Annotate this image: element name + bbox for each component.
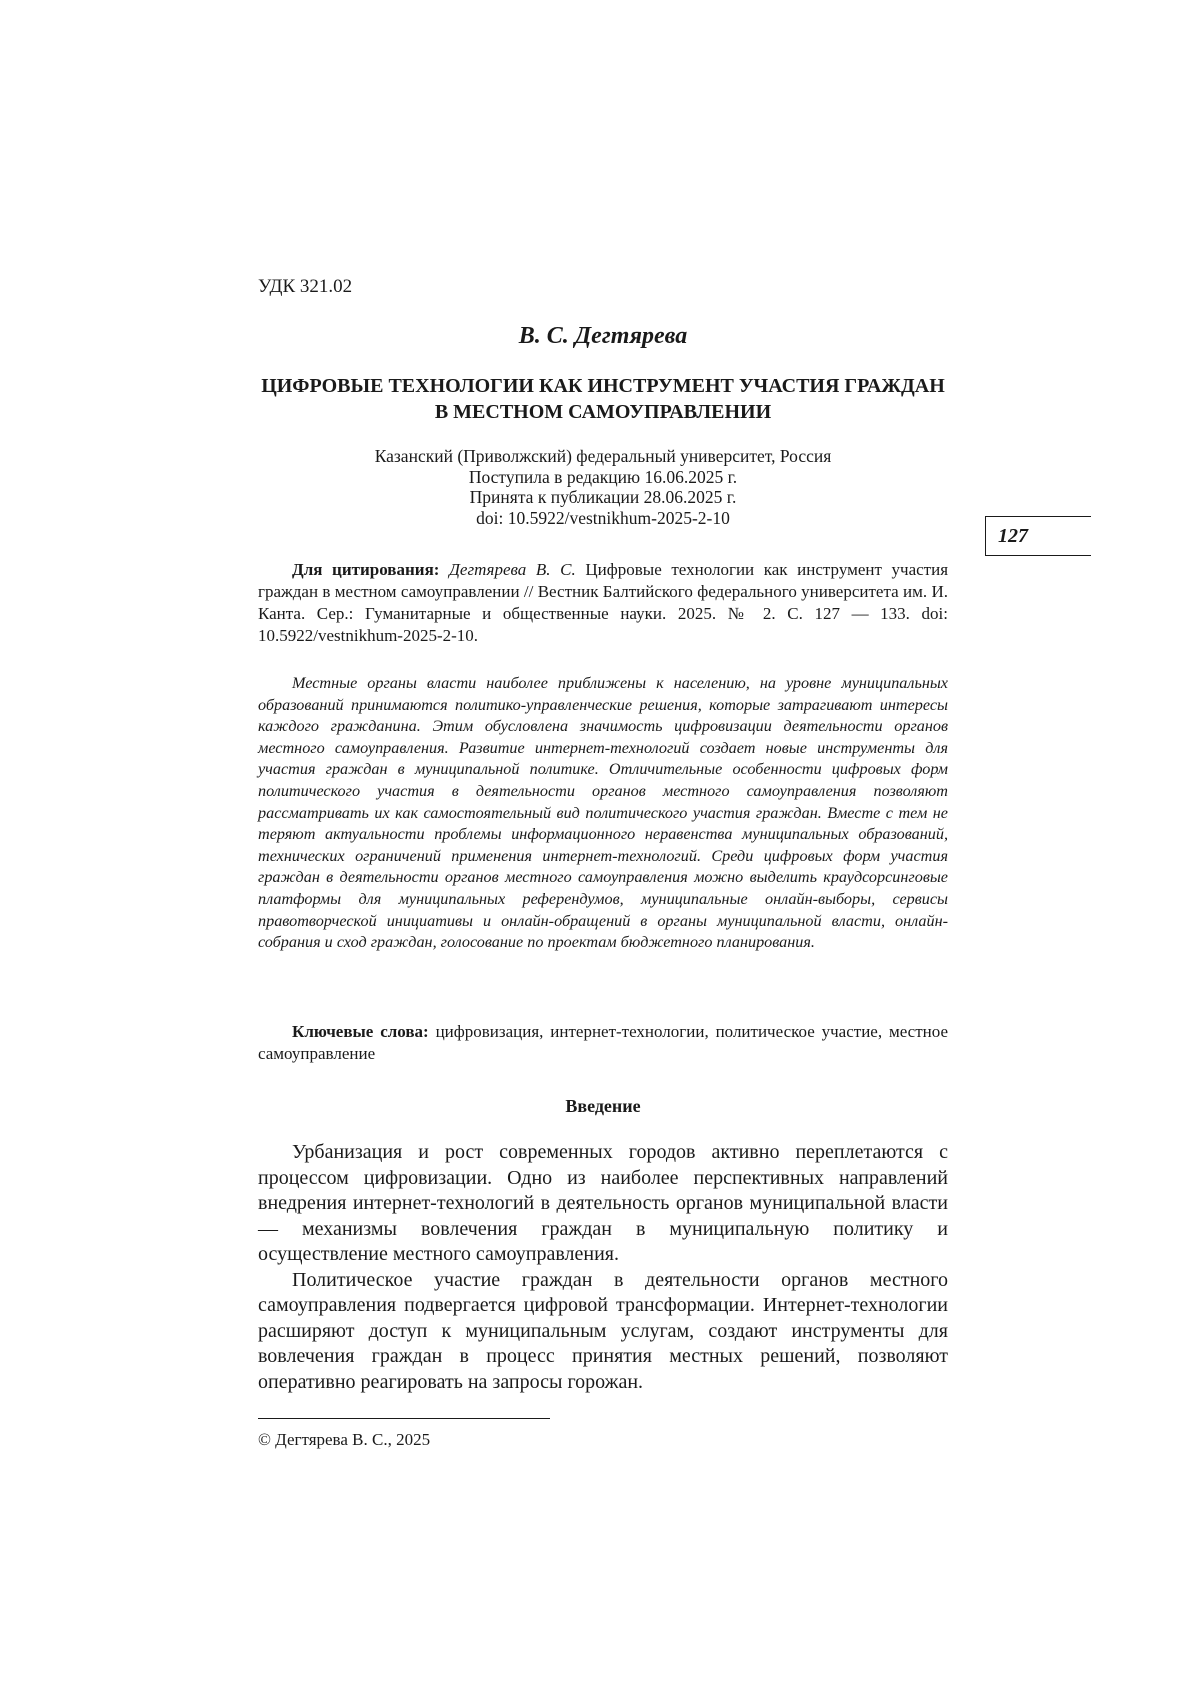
- keywords-text: цифровизация, интернет-технологии, политическое участие, местное самоуправление: [258, 1022, 948, 1063]
- citation-label: Для цитирования:: [292, 560, 440, 579]
- doi: doi: 10.5922/vestnikhum-2025-2-10: [476, 507, 730, 528]
- citation-block: [258, 559, 948, 647]
- institution: Казанский (Приволжский) федеральный университет, Россия: [374, 446, 832, 466]
- udk-code: УДК 321.02: [258, 276, 353, 297]
- section-heading: Введение: [565, 1096, 641, 1116]
- article-title: ЦИФРОВЫЕ ТЕХНОЛОГИИ КАК ИНСТРУМЕНТ УЧАСТИЯ ГРАЖДАН В МЕСТНОМ САМОУПРАВЛЕНИИ: [261, 375, 945, 423]
- keywords-label: Ключевые слова:: [292, 1022, 429, 1041]
- paragraph: Урбанизация и рост современных городов активно переплетаются с процессом цифровизации. Одно из наиболее перспективных направлений внедрения интернет-технологий в деятельность органов муниципальной власти — механизмы вовлечения граждан в муниципальную политику и осуществление местного самоуправления.: [258, 1141, 948, 1265]
- paragraph: Политическое участие граждан в деятельности органов местного самоуправления подвергается цифровой трансформации. Интернет-технологии расширяют доступ к муниципальным услугам, создают инструменты для вовлечения граждан в процесс принятия местных решений, позволяют оперативно реагировать на запросы горожан.: [258, 1268, 948, 1393]
- keywords-block: [258, 1021, 948, 1065]
- footnote-divider: [258, 1418, 550, 1419]
- abstract: Местные органы власти наиболее приближены к населению, на уровне муниципальных образований принимаются политико-управленческие решения, которые затрагивают интересы каждого гражданина. Этим обусловлена значимость цифровизации деятельности органов местного самоуправления. Развитие интернет-технологий создает новые инструменты для участия граждан в муниципальной политике. Отличительные особенности цифровых форм политического участия в деятельности органов местного самоуправления позволяют рассматривать их как самостоятельный вид политического участия граждан. Вместе с тем не теряют актуальности проблемы информационного неравенства муниципальных образований, технических ограничений применения интернет-технологий. Среди цифровых форм участия граждан в деятельности органов местного самоуправления можно выделить краудсорсинговые платформы для муниципальных референдумов, муниципальные онлайн-выборы, сервисы правотворческой инициативы и онлайн-обращений в органы муниципальной власти, онлайн-собрания и сход граждан, голосование по проектам бюджетного планирования.: [258, 674, 948, 952]
- affiliation-block: [258, 446, 948, 528]
- copyright-footnote: © Дегтярева В. С., 2025: [258, 1430, 431, 1449]
- received-date: Поступила в редакцию 16.06.2025 г.: [468, 466, 738, 487]
- citation-text: Цифровые технологии как инструмент участия граждан в местном самоуправлении // Вестник Балтийского федерального университета им. И. Канта. Сер.: Гуманитарные и общественные науки. 2025. № 2. С. 127 — 133. doi: 10.5922/vestnikhum-2025-2-10.: [258, 560, 949, 645]
- accepted-date: Принята к публикации 28.06.2025 г.: [469, 487, 737, 507]
- page-number-box: [985, 516, 1091, 556]
- page-number: 127: [998, 525, 1028, 547]
- body-text: [258, 1140, 948, 1395]
- author-name: В. С. Дегтярева: [518, 323, 688, 349]
- citation-author: Дегтярева В. С.: [449, 560, 576, 579]
